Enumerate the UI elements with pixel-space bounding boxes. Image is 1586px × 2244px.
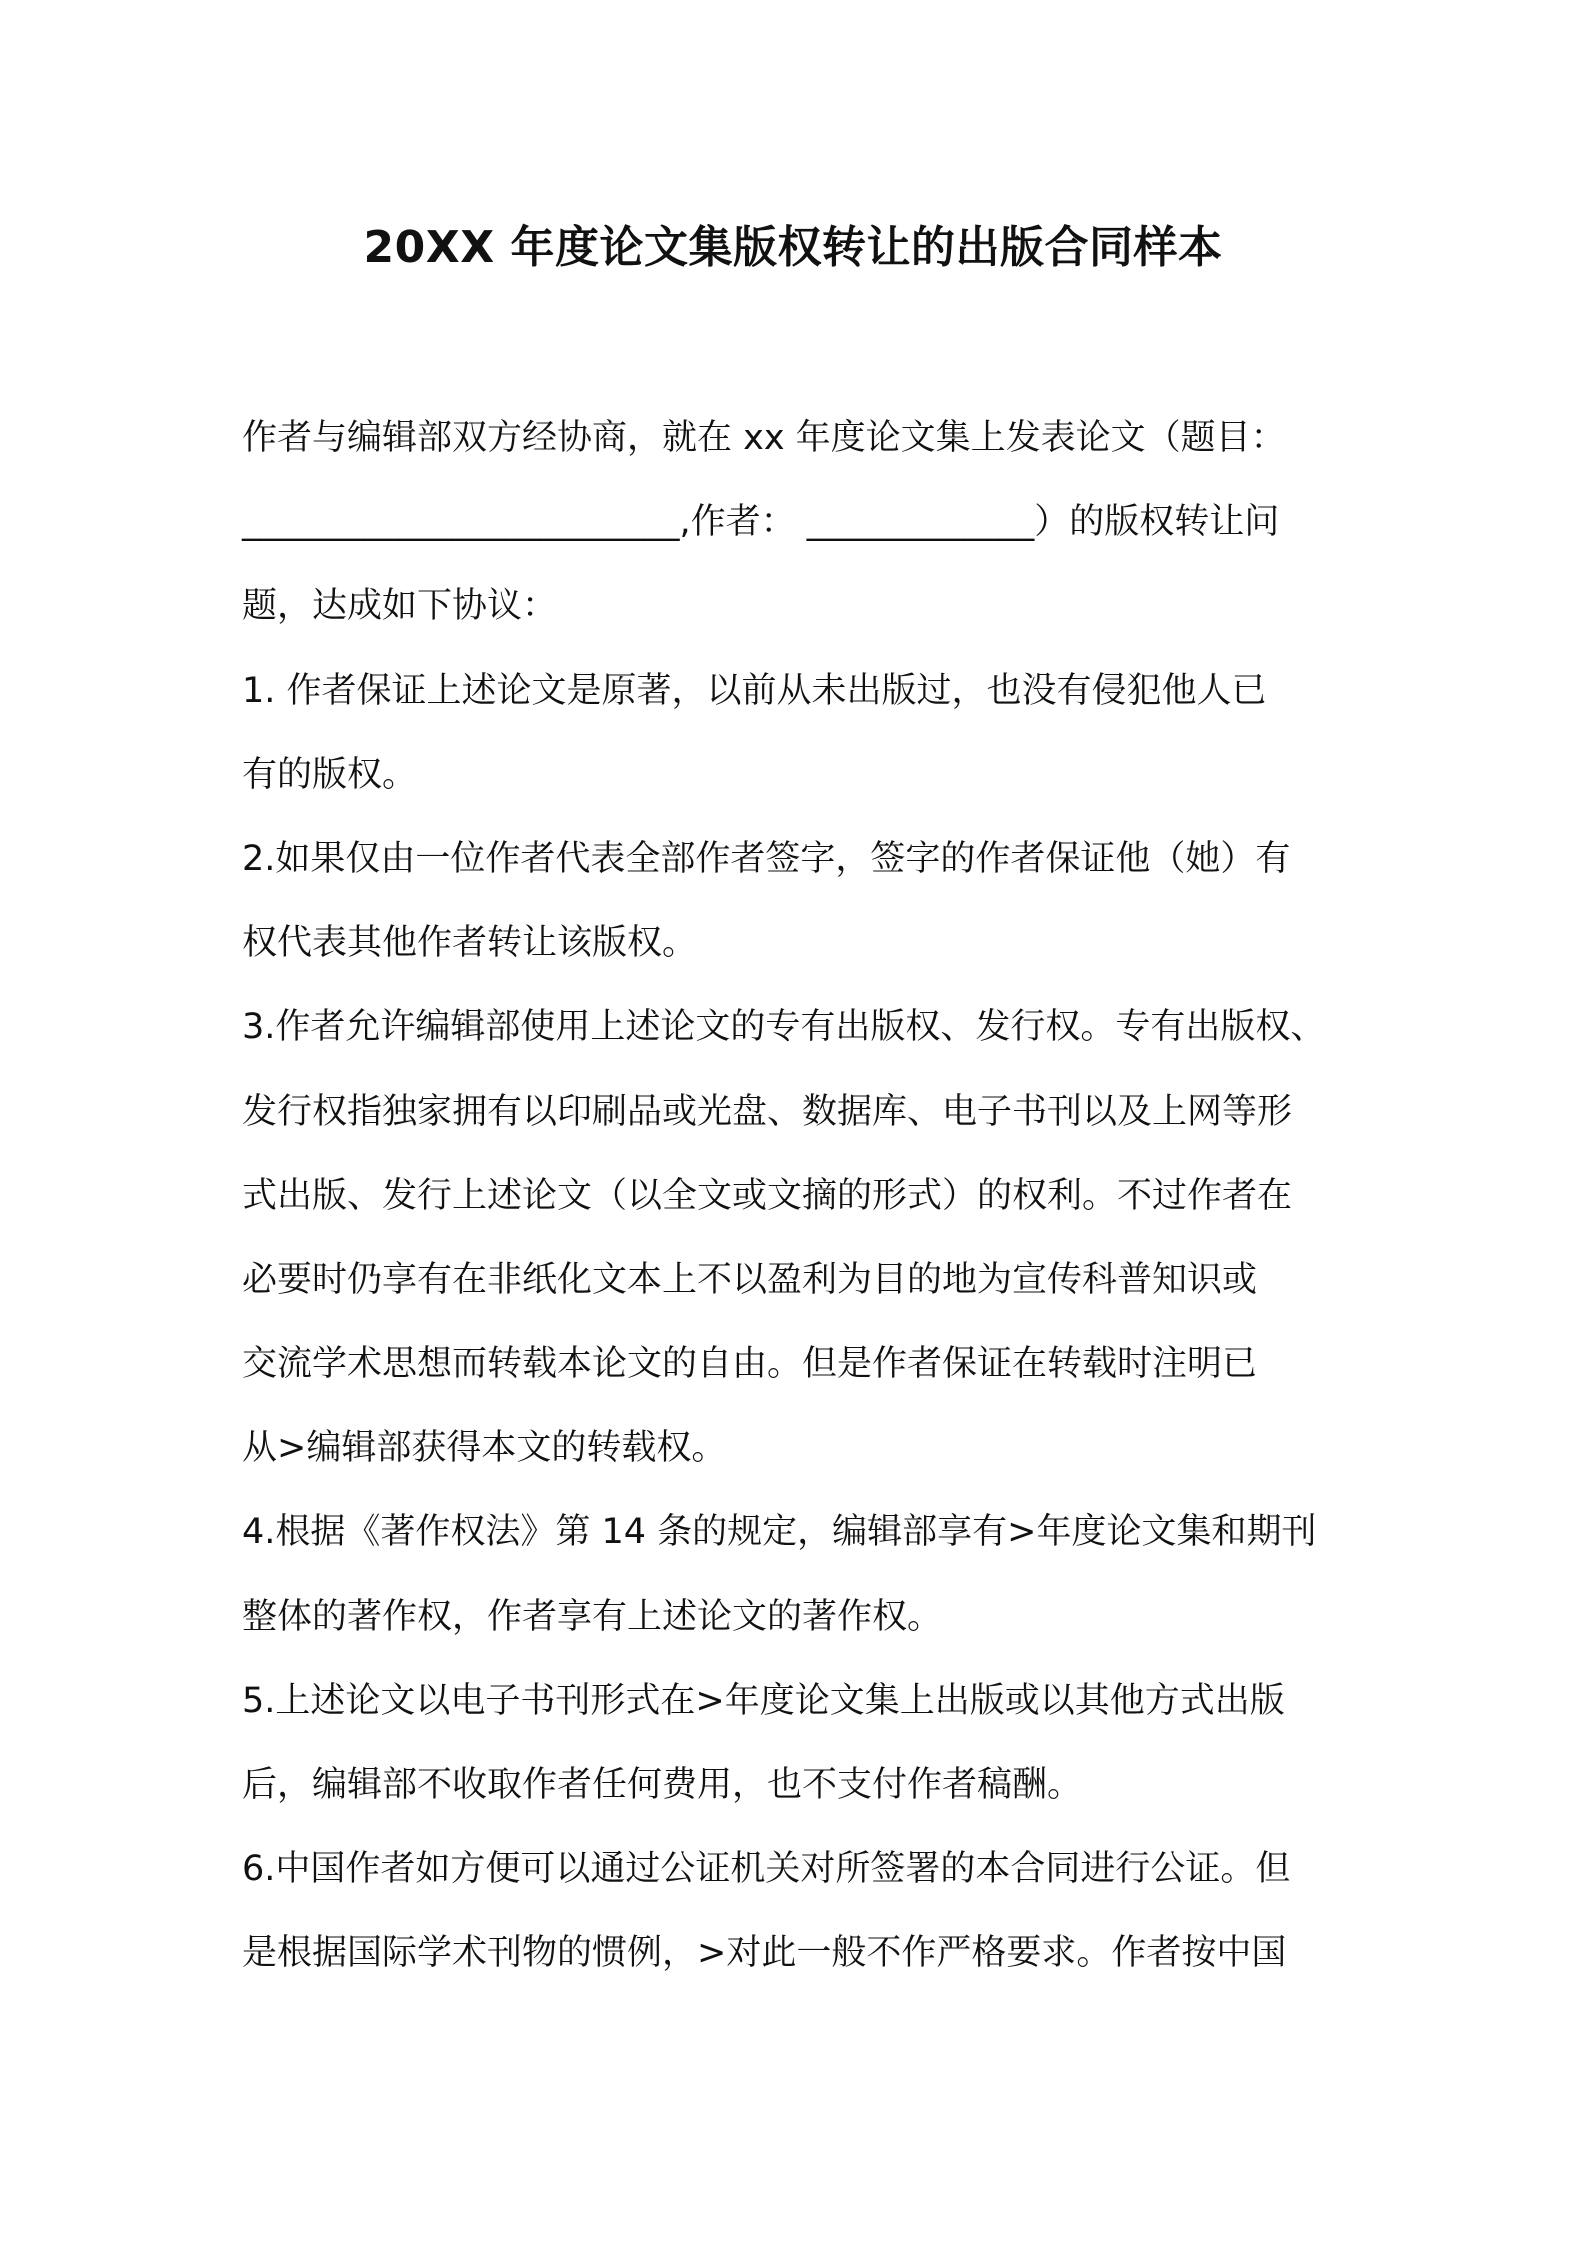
document-title: 20XX 年度论文集版权转让的出版合同样本 [363,222,1223,273]
body-line: 6.中国作者如方便可以通过公证机关对所签署的本合同进行公证。但 [242,1849,1291,1890]
body-line: 交流学术思想而转载本论文的自由。但是作者保证在转载时注明已 [242,1344,1258,1385]
body-line: _________________________,作者： _____________）的版权转让问 [242,502,1280,543]
body-line: 作者与编辑部双方经协商，就在 xx 年度论文集上发表论文（题目： [242,418,1286,458]
body-line: 是根据国际学术刊物的惯例，>对此一般不作严格要求。作者按中国 [242,1933,1287,1974]
body-line: 式出版、发行上述论文（以全文或文摘的形式）的权利。不过作者在 [242,1175,1293,1216]
body-line: 发行权指独家拥有以印刷品或光盘、数据库、电子书刊以及上网等形 [242,1091,1293,1132]
body-line: 权代表其他作者转让该版权。 [242,923,698,964]
body-line: 2.如果仅由一位作者代表全部作者签字，签字的作者保证他（她）有 [242,838,1291,879]
body-line: 有的版权。 [242,754,418,795]
body-line: 5.上述论文以电子书刊形式在>年度论文集上出版或以其他方式出版 [242,1680,1285,1721]
body-line: 题，达成如下协议： [242,586,558,627]
document-body [242,408,1362,2008]
body-line: 必要时仍享有在非纸化文本上不以盈利为目的地为宣传科普知识或 [242,1259,1258,1300]
body-line: 1. 作者保证上述论文是原著，以前从未出版过，也没有侵犯他人已 [242,670,1267,711]
body-line: 后，编辑部不收取作者任何费用，也不支付作者稿酬。 [242,1765,1083,1805]
body-line: 从>编辑部获得本文的转载权。 [242,1428,727,1469]
body-line: 整体的著作权，作者享有上述论文的著作权。 [242,1596,943,1637]
body-line: 3.作者允许编辑部使用上述论文的专有出版权、发行权。专有出版权、 [242,1007,1326,1048]
body-line: 4.根据《著作权法》第 14 条的规定，编辑部享有>年度论文集和期刊 [242,1512,1317,1553]
